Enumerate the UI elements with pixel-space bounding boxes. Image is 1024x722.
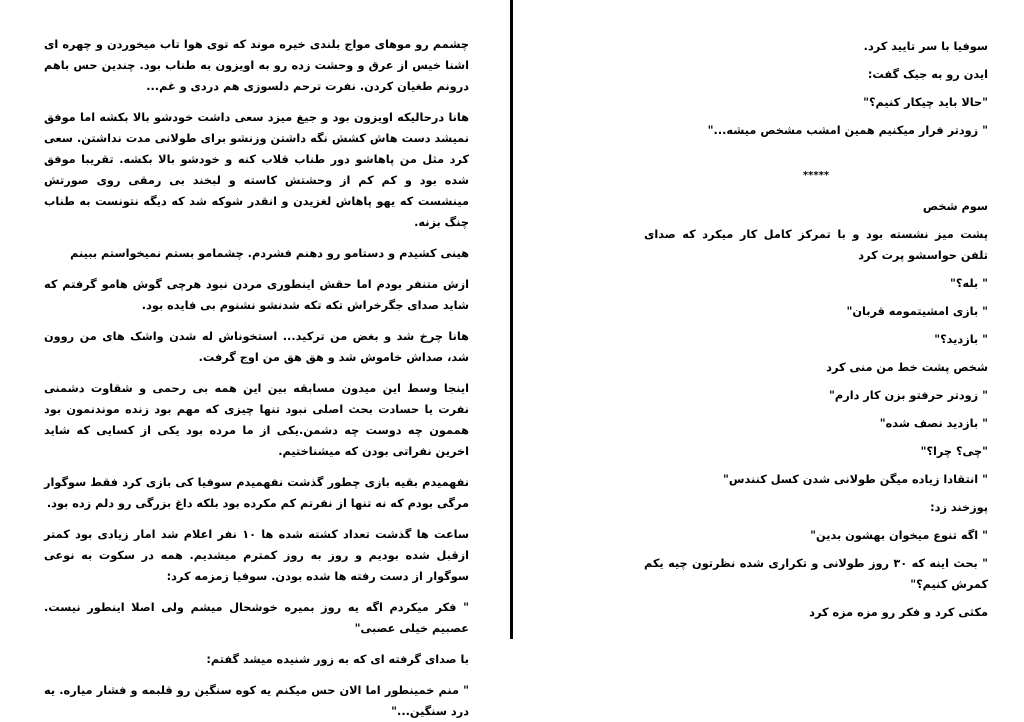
paragraph: " انتقادا زیاده میگن طولانی شدن کسل کنندس" [722,473,988,486]
paragraph: " بله؟" [950,277,988,290]
paragraph: ساعت ها گذشت تعداد کشته شده ها ۱۰ نفر اعلام شد امار زیادی بود کمتر ازقبل شده بودیم و روز به روز کمترم میشدیم. همه در سکوت به نوعی سوگوار از دست رفته ها شده بودن. سوفیا زمزمه کرد: [44,528,470,583]
paragraph: با صدای گرفته ای که به زور شنیده میشد گفتم: [206,653,469,666]
paragraph: هانا درحالیکه اویزون بود و جیغ میزد سعی داشت خودشو بالا بکشه اما موفق نمیشد دست هاش کشش نگه داشتن وزنشو برای طولانی مدت نداشتن. سعی کرد مثل من پاهاشو دور طناب قلاب کنه و خودشو بالا بکشه. تقریبا موفق شده بود و کم کم از وحشتش کاسته و لبخند بی رمقی روی صورتش مینشست که یهو پاهاش لغزیدن و انقدر شوکه شد که دیگه نتونست به طناب چنگ بزنه. [44,111,469,229]
right-page [514,0,1024,639]
paragraph: " بازدید نصف شده" [879,417,988,430]
paragraph: هانا چرخ شد و بغض من ترکید... استخوناش له شدن واشک های من روون شد، صداش خاموش شد و هق هق من اوج گرفت. [44,330,469,364]
paragraph: " بحث اینه که ۳۰ روز طولانی و تکراری شده نظرتون چیه یکم کمرش کنیم؟" [644,557,988,591]
paragraph: "حالا باید چیکار کنیم؟" [863,96,988,109]
paragraph: سوم شخص [922,200,988,213]
scene-separator: ***** [802,170,830,181]
paragraph: هینی کشیدم و دستامو رو دهنم فشردم. چشمامو بستم نمیخواستم ببینم [70,247,469,260]
paragraph: " اگه تنوع میخوان بهشون بدین" [810,529,988,542]
left-page [0,0,511,718]
paragraph: نفهمیدم بقیه بازی چطور گذشت نفهمیدم سوفیا کی بازی کرد فقط سوگوار مرگی بودم که نه تنها از نفرتم کم مکرده بود بلکه داغ بزرگی رو دلم زده بود. [44,476,469,510]
paragraph: " فکر میکردم اگه یه روز بمیره خوشحال میشم ولی اصلا اینطور نیست. عصبیم خیلی عصبی" [44,601,469,635]
paragraph: "چی؟ چرا؟" [920,445,988,458]
paragraph: مکثی کرد و فکر رو مزه مزه کرد [809,606,988,619]
paragraph: چشمم رو موهای مواج بلندی خیره موند که توی هوا تاب میخوردن و چهره ای اشنا خیس از عرق و وحشت زده رو به اویزون به طناب بود. چندین حس باهم درونم طغیان کردن. نفرت ترحم دلسوزی هم دردی و غم... [44,38,469,93]
paragraph: اینجا وسط این میدون مسابقه بین این همه بی رحمی و شقاوت دشمنی نفرت یا حسادت بحث اصلی نبود تنها چیزی که مهم بود زنده موندنمون بود هممون چه دوست چه دشمن.یکی از ما مرده بود یکی از کسایی که شاید اخرین نفراتی بودن که میشناختیم. [44,382,469,458]
page-divider [510,0,513,639]
paragraph: شخص پشت خط من منی کرد [826,361,988,374]
paragraph: " بازی امشیتمومه قربان" [846,305,988,318]
paragraph: " زودتر فرار میکنیم همین امشب مشخص میشه..." [707,124,988,137]
paragraph: " منم خمینطور اما الان حس میکنم یه کوه سنگین رو قلبمه و فشار میاره. یه درد سنگین..." [44,684,469,718]
paragraph: پشت میز نشسته بود و با تمرکز کامل کار میکرد که صدای تلفن حواسشو پرت کرد [644,228,988,262]
paragraph: ایدن رو به جیک گفت: [867,68,988,81]
paragraph: " زودتر حرفتو بزن کار دارم" [829,389,988,402]
paragraph: " بازدید؟" [934,333,988,346]
paragraph: پوزخند زد: [930,501,988,514]
paragraph: سوفیا با سر تایید کرد. [863,40,988,53]
paragraph: ازش متنفر بودم اما حقش اینطوری مردن نبود هرچی گوش هامو گرفتم که شاید صدای جگرخراش تکه تکه شدنشو نشنوم بی فایده بود. [44,278,469,312]
